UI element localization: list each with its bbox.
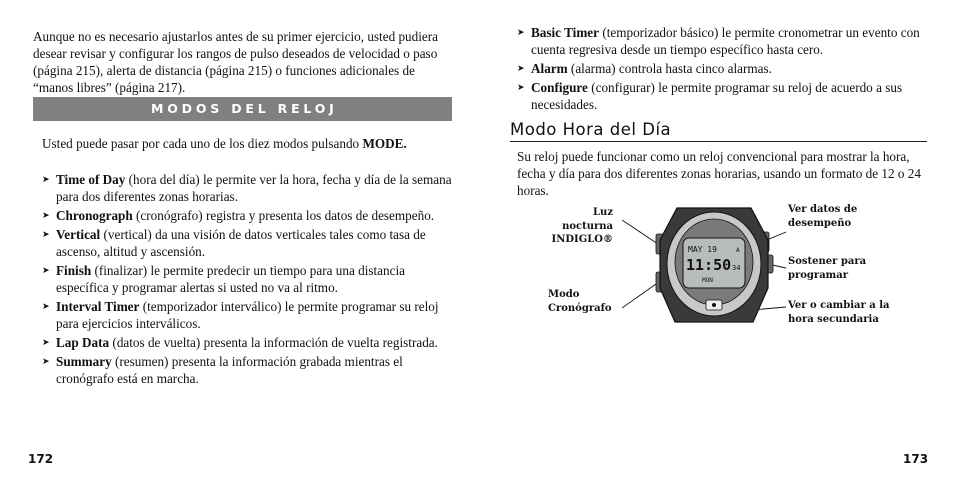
modes-list [42, 171, 452, 389]
modes-lead-paragraph [42, 135, 452, 152]
arrow-bullet-icon: ➤ [42, 230, 50, 240]
display-time: 11:50 [686, 256, 732, 274]
list-item: ➤ Configure (configurar) le permite programar su reloj de acuerdo a sus necesidades. [517, 80, 903, 112]
list-item: ➤ Lap Data (datos de vuelta) presenta la información de vuelta registrada. [42, 335, 438, 350]
arrow-bullet-icon: ➤ [42, 357, 50, 367]
arrow-bullet-icon: ➤ [42, 175, 50, 185]
arrow-bullet-icon: ➤ [517, 83, 525, 93]
list-item: ➤ Alarm (alarma) controla hasta cinco alarmas. [517, 61, 772, 76]
arrow-bullet-icon: ➤ [517, 28, 525, 38]
arrow-bullet-icon: ➤ [517, 64, 525, 74]
callout-performance: Ver datos de desempeño [788, 204, 858, 229]
list-item: ➤ Finish (finalizar) le permite predecir un tiempo para una distancia específica y programar alertas si usted no va al ritmo. [42, 263, 405, 295]
arrow-bullet-icon: ➤ [42, 266, 50, 276]
list-item: ➤ Basic Timer (temporizador básico) le permite cronometrar un evento con cuenta regresiva desde un tiempo específico hasta cero. [517, 25, 920, 57]
time-of-day-paragraph: Su reloj puede funcionar como un reloj convencional para mostrar la hora, fecha y día para dos diferentes zonas horarias, usando un formato de 12 o 24 horas. [517, 149, 921, 198]
more-modes-list [517, 24, 927, 115]
bottom-button-icon [712, 303, 716, 307]
list-item: ➤ Time of Day (hora del día) le permite ver la hora, fecha y día de la semana para dos diferentes zonas horarias. [42, 172, 452, 204]
right-page [477, 0, 954, 477]
page-number-left: 172 [28, 452, 54, 466]
arrow-bullet-icon: ➤ [42, 338, 50, 348]
page-number-right: 173 [903, 452, 929, 466]
section-title-bar: MODOS DEL RELOJ [33, 97, 452, 121]
mode-button-name: MODE. [362, 136, 407, 151]
callout-light: Luz nocturna INDIGLO® [551, 207, 613, 245]
section-heading: Modo Hora del Día [510, 120, 927, 142]
intro-paragraph: Aunque no es necesario ajustarlos antes de su primer ejercicio, usted pudiera desear revisar y configurar los rangos de pulso deseados de velocidad o paso (página 215), alerta de distancia (página 215) o funciones adicionales de “manos libres” (página 217). [33, 29, 439, 95]
list-item: ➤ Vertical (vertical) da una visión de datos verticales tales como tasa de ascenso, altitud y ascensión. [42, 227, 426, 259]
display-day: MON [702, 277, 713, 284]
callout-chrono: Modo Cronógrafo [548, 289, 612, 314]
arrow-bullet-icon: ➤ [42, 211, 50, 221]
display-flag: A [736, 247, 740, 254]
modes-lead-text: Usted puede pasar por cada uno de los diez modos pulsando [42, 136, 363, 151]
display-date: MAY 19 [688, 245, 717, 254]
callout-second-time: Ver o cambiar a la hora secundaria [788, 300, 890, 325]
arrow-bullet-icon: ➤ [42, 302, 50, 312]
list-item: ➤ Interval Timer (temporizador interválico) le permite programar su reloj para ejercicios interválicos. [42, 299, 439, 331]
list-item: ➤ Chronograph (cronógrafo) registra y presenta los datos de desempeño. [42, 208, 435, 223]
callout-set: Sostener para programar [788, 256, 867, 281]
list-item: ➤ Summary (resumen) presenta la información grabada mientras el cronógrafo está en marcha. [42, 354, 403, 386]
display-seconds: 34 [732, 264, 741, 272]
